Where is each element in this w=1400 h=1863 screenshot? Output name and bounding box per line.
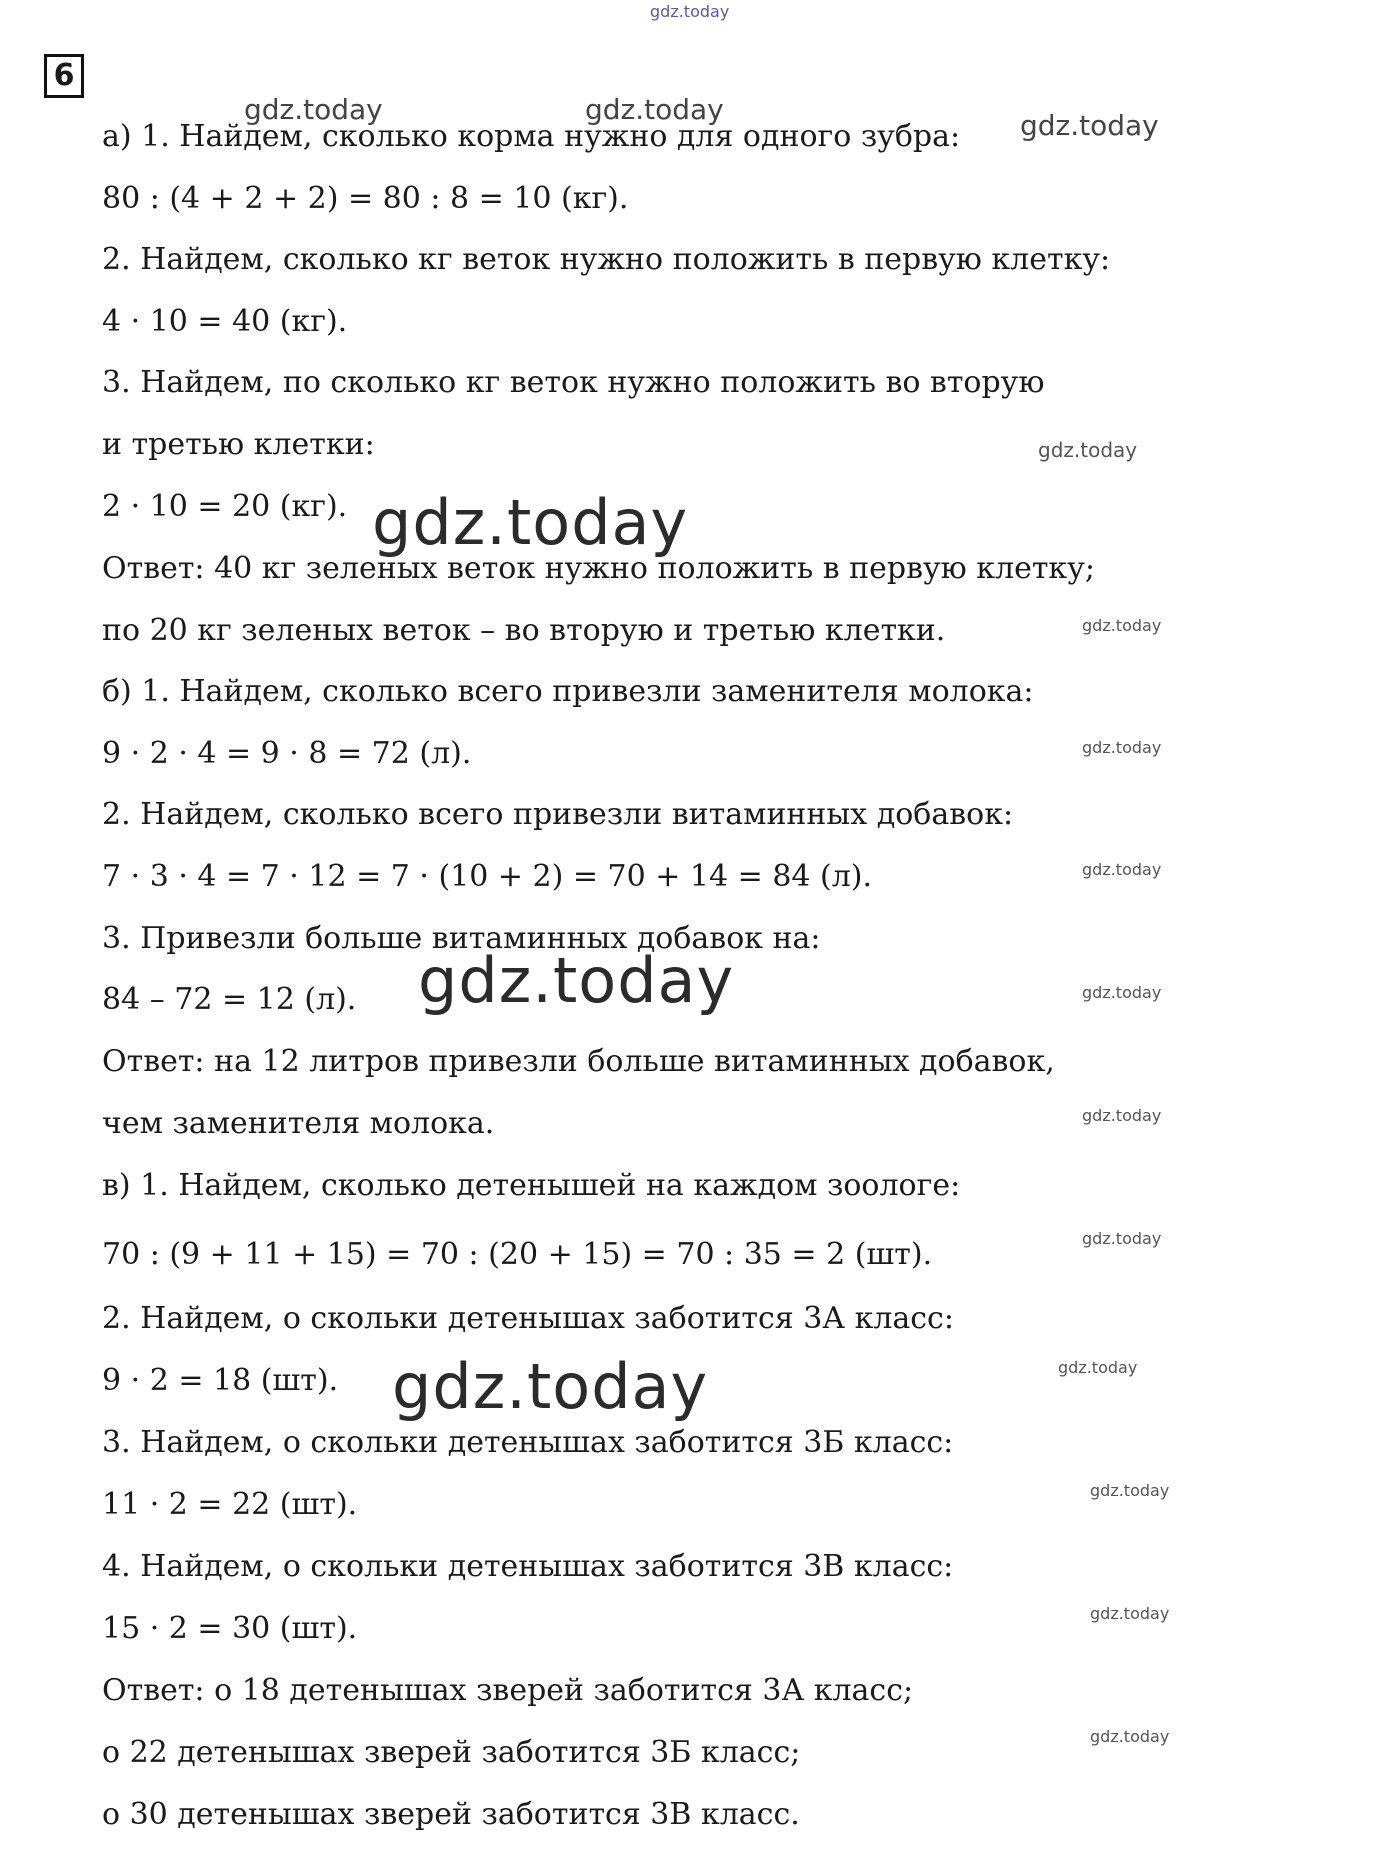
watermark: gdz.today (392, 1350, 709, 1423)
solution-line: 9 · 2 = 18 (шт). (102, 1363, 339, 1398)
watermark: gdz.today (418, 944, 735, 1017)
solution-line: 3. Найдем, о скольки детенышах заботится 3Б класс: (102, 1425, 954, 1460)
watermark: gdz.today (244, 93, 383, 126)
watermark: gdz.today (1020, 109, 1159, 142)
solution-line: 4. Найдем, о скольки детенышах заботится 3В класс: (102, 1549, 954, 1584)
answer-line: Ответ: 40 кг зеленых веток нужно положить в первую клетку; (102, 551, 1095, 586)
watermark: gdz.today (1082, 616, 1162, 635)
watermark: gdz.today (585, 93, 724, 126)
solution-line: и третью клетки: (102, 427, 375, 462)
watermark: gdz.today (1082, 983, 1162, 1002)
solution-line: 3. Найдем, по сколько кг веток нужно положить во вторую (102, 365, 1045, 400)
answer-line: по 20 кг зеленых веток – во вторую и третью клетки. (102, 613, 946, 648)
watermark: gdz.today (1058, 1358, 1138, 1377)
watermark: gdz.today (1090, 1481, 1170, 1500)
answer-line: Ответ: о 18 детенышах зверей заботится 3А класс; (102, 1673, 914, 1708)
solution-line: 11 · 2 = 22 (шт). (102, 1487, 358, 1522)
watermark: gdz.today (1082, 860, 1162, 879)
watermark: gdz.today (372, 486, 689, 559)
solution-line: 2 · 10 = 20 (кг). (102, 489, 348, 524)
solution-line: 4 · 10 = 40 (кг). (102, 304, 348, 339)
answer-line: о 30 детенышах зверей заботится 3В класс. (102, 1797, 800, 1832)
solution-line: 15 · 2 = 30 (шт). (102, 1611, 358, 1646)
task-number-box: 6 (44, 54, 84, 98)
watermark: gdz.today (1090, 1604, 1170, 1623)
solution-line: 2. Найдем, о скольки детенышах заботится 3А класс: (102, 1301, 954, 1336)
solution-line: 9 · 2 · 4 = 9 · 8 = 72 (л). (102, 736, 472, 771)
watermark: gdz.today (1082, 1229, 1162, 1248)
solution-line: 2. Найдем, сколько кг веток нужно положить в первую клетку: (102, 242, 1111, 277)
answer-line: Ответ: на 12 литров привезли больше витаминных добавок, (102, 1044, 1055, 1079)
solution-line: 7 · 3 · 4 = 7 · 12 = 7 · (10 + 2) = 70 + 14 = 84 (л). (102, 859, 873, 894)
solution-line: 80 : (4 + 2 + 2) = 80 : 8 = 10 (кг). (102, 181, 629, 216)
watermark: gdz.today (650, 2, 730, 21)
watermark: gdz.today (1038, 438, 1138, 462)
answer-line: чем заменителя молока. (102, 1106, 495, 1141)
solution-line: б) 1. Найдем, сколько всего привезли заменителя молока: (102, 674, 1034, 709)
solution-line: 84 – 72 = 12 (л). (102, 982, 357, 1017)
solution-line: а) 1. Найдем, сколько корма нужно для одного зубра: (102, 119, 961, 154)
watermark: gdz.today (1082, 1106, 1162, 1125)
solution-line: 70 : (9 + 11 + 15) = 70 : (20 + 15) = 70 : 35 = 2 (шт). (102, 1237, 933, 1272)
solution-line: 3. Привезли больше витаминных добавок на: (102, 921, 821, 956)
watermark: gdz.today (1090, 1727, 1170, 1746)
answer-line: о 22 детенышах зверей заботится 3Б класс; (102, 1735, 801, 1770)
solution-line: 2. Найдем, сколько всего привезли витаминных добавок: (102, 797, 1014, 832)
solution-line: в) 1. Найдем, сколько детенышей на каждом зоологе: (102, 1168, 961, 1203)
watermark: gdz.today (1082, 738, 1162, 757)
